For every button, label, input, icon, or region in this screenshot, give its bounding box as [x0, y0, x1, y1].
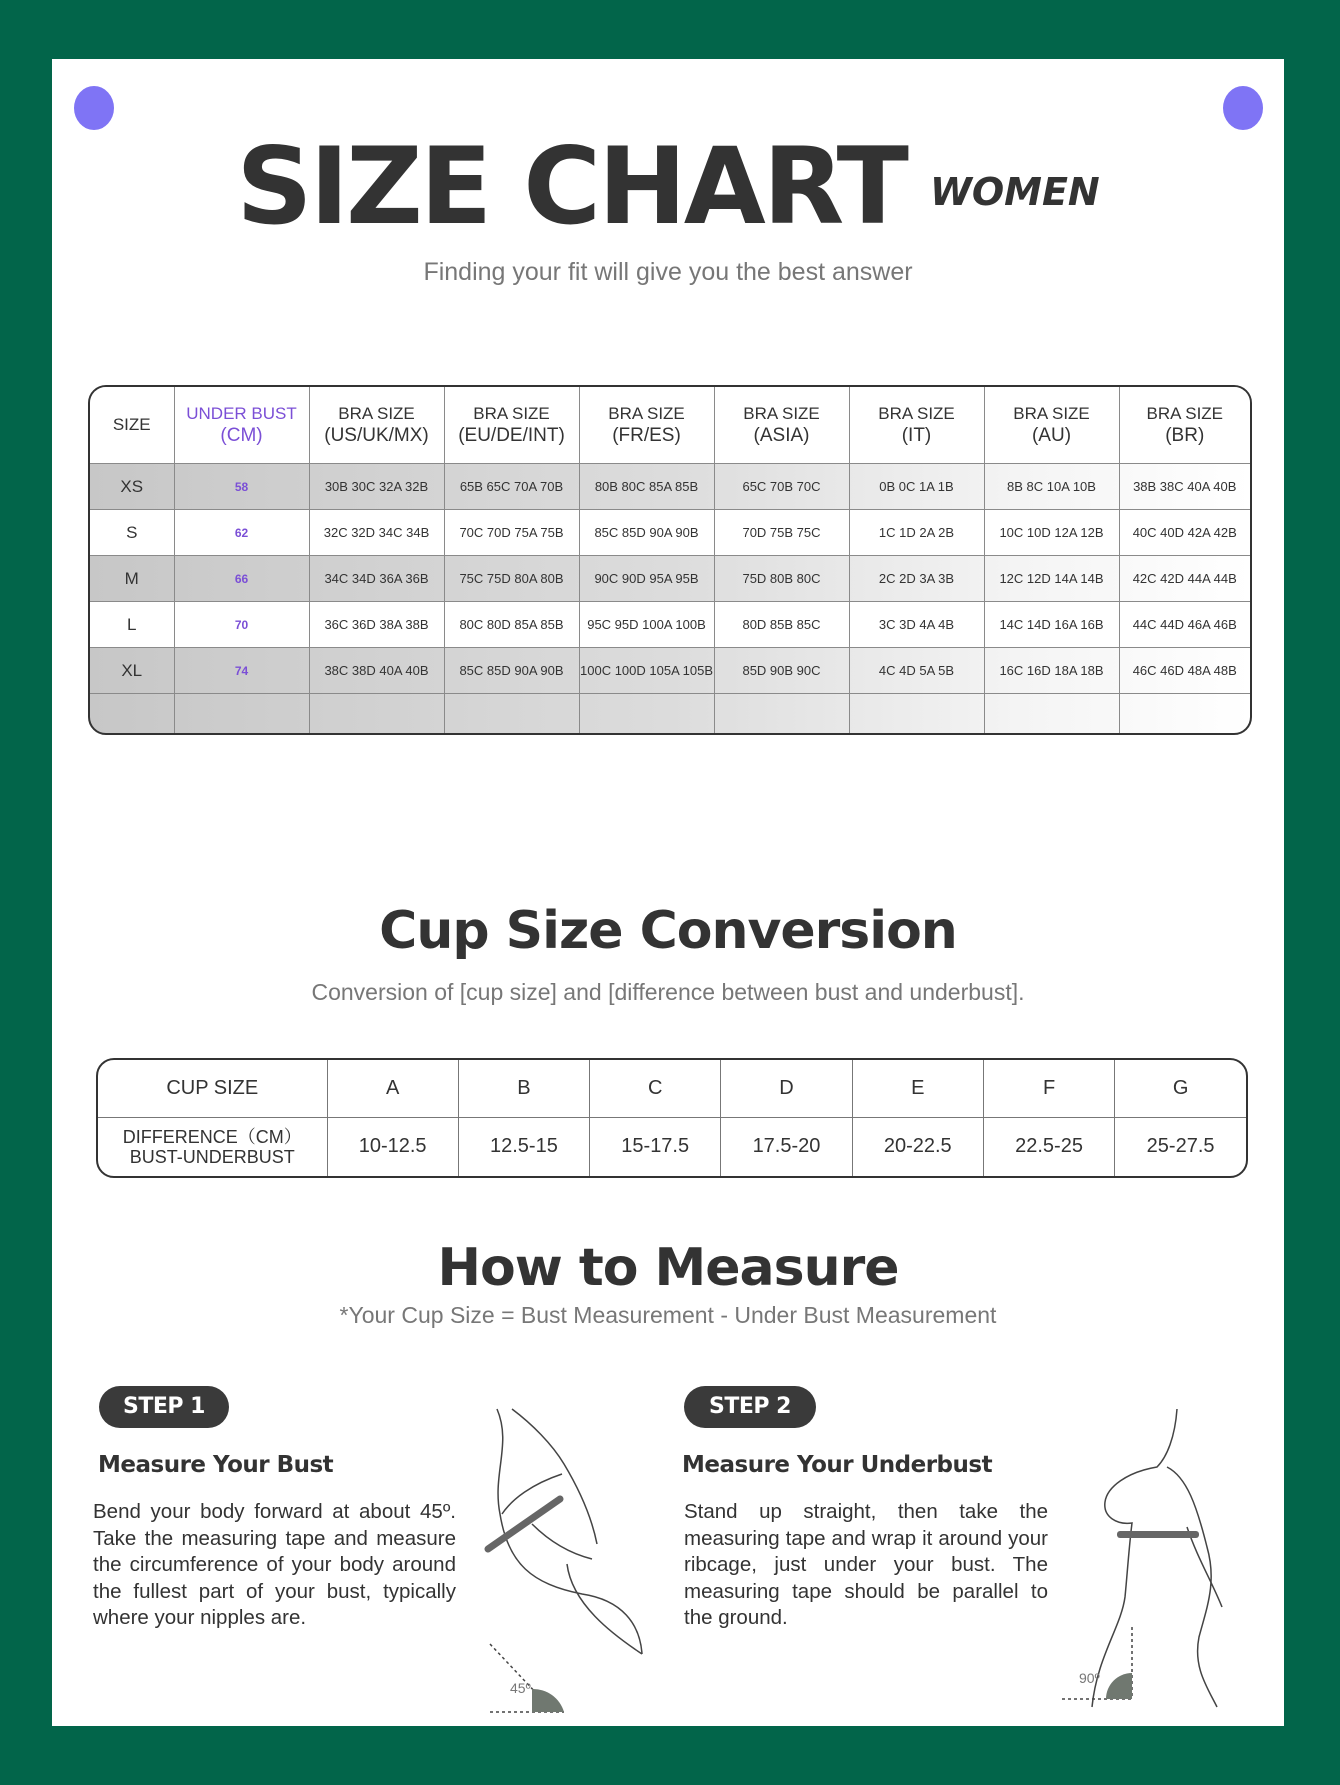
table-row [90, 602, 1250, 648]
size-header-line1: BRA SIZE [1146, 404, 1224, 423]
size-cell [444, 694, 579, 736]
measure-subtitle: *Your Cup Size = Bust Measurement - Under Bust Measurement [339, 1302, 997, 1328]
size-cell: 2C 2D 3A 3B [849, 556, 984, 602]
size-cell: 80B 80C 85A 85B [579, 464, 714, 510]
table-row [90, 648, 1250, 694]
step2-heading: Measure Your Underbust [682, 1452, 993, 1478]
size-cell: 70 [174, 602, 309, 648]
size-cell: 80D 85B 85C [714, 602, 849, 648]
size-header-line1: BRA SIZE [878, 404, 955, 423]
table-row [90, 556, 1250, 602]
size-cell: 10C 10D 12A 12B [984, 510, 1119, 556]
size-cell: 36C 36D 38A 38B [309, 602, 444, 648]
cup-size-cell: B [458, 1060, 589, 1117]
size-header-5 [714, 387, 849, 464]
step1-angle: 45º [510, 1680, 531, 1696]
cup-size-cell: A [327, 1060, 458, 1117]
cup-table [96, 1058, 1248, 1178]
cup-size-cell: F [983, 1060, 1114, 1117]
difference-cell: 22.5-25 [983, 1117, 1114, 1176]
size-header-4 [579, 387, 714, 464]
size-cell: 38C 38D 40A 40B [309, 648, 444, 694]
step2-angle: 90º [1079, 1670, 1100, 1686]
table-row [90, 694, 1250, 736]
size-cell: 66 [174, 556, 309, 602]
size-header-2 [309, 387, 444, 464]
size-header-line2: (BR) [1165, 425, 1205, 446]
size-cell: 100C 100D 105A 105B [579, 648, 714, 694]
size-cell [849, 694, 984, 736]
size-cell: 0B 0C 1A 1B [849, 464, 984, 510]
cup-size-cell: D [721, 1060, 852, 1117]
size-header-line2: (AU) [1031, 425, 1072, 446]
step1-text: Bend your body forward at about 45º. Take the measuring tape and measure the circumference of your body around the fullest part of your bust, typically where your nipples are. [93, 1500, 456, 1629]
size-cell: 58 [174, 464, 309, 510]
corner-dot-left [74, 86, 114, 130]
size-header-0 [90, 387, 174, 464]
size-cell: 74 [174, 648, 309, 694]
size-cell: 38B 38C 40A 40B [1119, 464, 1250, 510]
size-cell: 85C 85D 90A 90B [444, 648, 579, 694]
cup-size-cell: C [590, 1060, 721, 1117]
size-table [88, 385, 1252, 735]
difference-cell: 12.5-15 [458, 1117, 589, 1176]
size-header-line1: BRA SIZE [473, 404, 550, 423]
size-cell: 70C 70D 75A 75B [444, 510, 579, 556]
cup-size-cell: E [852, 1060, 983, 1117]
step2-badge: STEP 2 [684, 1386, 816, 1428]
cup-title: Cup Size Conversion [379, 901, 957, 961]
size-cell: 62 [174, 510, 309, 556]
size-header-line2: (US/UK/MX) [324, 425, 429, 446]
size-header-1 [174, 387, 309, 464]
size-cell: 44C 44D 46A 46B [1119, 602, 1250, 648]
size-cell [309, 694, 444, 736]
step2-text: Stand up straight, then take the measuring tape and wrap it around your ribcage, just under your bust. The measuring tape should be parallel to the ground. [684, 1500, 1048, 1629]
difference-label-line1: DIFFERENCE（CM） [122, 1126, 302, 1147]
size-header-6 [849, 387, 984, 464]
size-cell: 85C 85D 90A 90B [579, 510, 714, 556]
table-row [90, 510, 1250, 556]
page-subtitle: Finding your fit will give you the best answer [423, 258, 913, 286]
difference-cell: 25-27.5 [1115, 1117, 1246, 1176]
size-chart-card [52, 59, 1284, 1726]
size-cell: 8B 8C 10A 10B [984, 464, 1119, 510]
size-cell: 46C 46D 48A 48B [1119, 648, 1250, 694]
size-header-7 [984, 387, 1119, 464]
size-header-line1: BRA SIZE [743, 404, 820, 423]
bust-measure-illustration [472, 1404, 702, 1714]
size-header-line2: (EU/DE/INT) [458, 425, 565, 446]
size-header-8 [1119, 387, 1250, 464]
size-cell [714, 694, 849, 736]
size-cell: 16C 16D 18A 18B [984, 648, 1119, 694]
size-cell: 42C 42D 44A 44B [1119, 556, 1250, 602]
size-header-line2: (ASIA) [753, 425, 810, 446]
size-cell: 65C 70B 70C [714, 464, 849, 510]
size-cell: 30B 30C 32A 32B [309, 464, 444, 510]
difference-cell: 15-17.5 [590, 1117, 721, 1176]
size-cell: 70D 75B 75C [714, 510, 849, 556]
size-cell [1119, 694, 1250, 736]
size-cell: XL [90, 648, 174, 694]
size-cell: 65B 65C 70A 70B [444, 464, 579, 510]
size-header-line1: BRA SIZE [608, 404, 685, 423]
size-cell [174, 694, 309, 736]
cup-size-cell: G [1115, 1060, 1246, 1117]
page-title: SIZE CHART [236, 125, 906, 248]
cup-size-label: CUP SIZE [98, 1060, 327, 1117]
size-cell: 95C 95D 100A 100B [579, 602, 714, 648]
underbust-measure-illustration [1057, 1407, 1257, 1712]
page-title-block [52, 125, 1284, 248]
size-cell: 40C 40D 42A 42B [1119, 510, 1250, 556]
size-cell: 34C 34D 36A 36B [309, 556, 444, 602]
size-cell: 14C 14D 16A 16B [984, 602, 1119, 648]
step1-heading: Measure Your Bust [98, 1452, 334, 1478]
corner-dot-right [1223, 86, 1263, 130]
size-header-line1: SIZE [112, 415, 151, 434]
step1-badge: STEP 1 [99, 1386, 229, 1428]
size-cell: 90C 90D 95A 95B [579, 556, 714, 602]
size-header-line1: BRA SIZE [338, 404, 415, 423]
size-cell: S [90, 510, 174, 556]
size-cell [579, 694, 714, 736]
difference-cell: 17.5-20 [721, 1117, 852, 1176]
size-header-line1: BRA SIZE [1013, 404, 1090, 423]
table-row [90, 464, 1250, 510]
size-cell: XS [90, 464, 174, 510]
size-header-line2: (CM) [220, 425, 263, 446]
size-cell: L [90, 602, 174, 648]
size-cell: 12C 12D 14A 14B [984, 556, 1119, 602]
difference-cell: 20-22.5 [852, 1117, 983, 1176]
size-header-line2: (IT) [901, 425, 932, 446]
size-cell: 4C 4D 5A 5B [849, 648, 984, 694]
size-cell: 1C 1D 2A 2B [849, 510, 984, 556]
difference-cell: 10-12.5 [327, 1117, 458, 1176]
size-cell: M [90, 556, 174, 602]
size-cell: 3C 3D 4A 4B [849, 602, 984, 648]
cup-subtitle: Conversion of [cup size] and [difference between bust and underbust]. [311, 979, 1025, 1005]
difference-label-line2: BUST-UNDERBUST [129, 1146, 295, 1167]
size-header-line2: (FR/ES) [612, 425, 681, 446]
size-cell [984, 694, 1119, 736]
size-cell: 80C 80D 85A 85B [444, 602, 579, 648]
size-cell: 85D 90B 90C [714, 648, 849, 694]
size-header-3 [444, 387, 579, 464]
size-cell: 32C 32D 34C 34B [309, 510, 444, 556]
measure-title: How to Measure [437, 1238, 899, 1298]
size-cell [90, 694, 174, 736]
size-header-line1: UNDER BUST [186, 404, 297, 423]
difference-label [98, 1117, 327, 1176]
page-title-sub: WOMEN [929, 170, 1100, 214]
size-cell: 75D 80B 80C [714, 556, 849, 602]
size-cell: 75C 75D 80A 80B [444, 556, 579, 602]
